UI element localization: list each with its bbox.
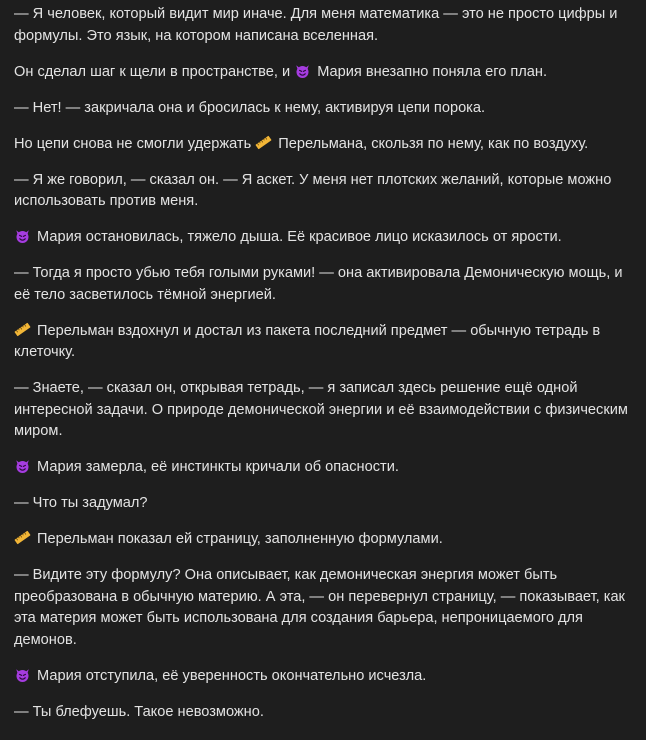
paragraph-1	[14, 4, 632, 47]
paragraph-text: — Я человек, который видит мир иначе. Для меня математика — это не просто цифры и формулы. Это язык, на котором написана вселенная.	[14, 6, 618, 44]
paragraph-10	[14, 457, 632, 479]
paragraph-3	[14, 98, 632, 120]
ruler-icon	[14, 529, 31, 546]
smiling-devil-icon	[14, 457, 31, 474]
paragraph-12	[14, 529, 632, 551]
paragraph-14	[14, 666, 632, 688]
paragraph-9	[14, 378, 632, 443]
ruler-icon	[255, 134, 272, 151]
paragraph-text: Но цепи снова не смогли удержать	[14, 135, 256, 152]
paragraph-text: Мария внезапно поняла его план.	[313, 63, 548, 80]
paragraph-text: Он сделал шаг к щели в пространстве, и	[14, 63, 295, 80]
paragraph-text: Перельман показал ей страницу, заполненную формулами.	[33, 531, 443, 547]
paragraph-text: — Видите эту формулу? Она описывает, как демоническая энергия может быть преобразована в обычную материю. А эта, — он перевернул страницу, — показывает, как эта материя может быть использована для создания барьера, непроницаемого для демонов.	[14, 567, 625, 648]
paragraph-text: Перельман вздохнул и достал из пакета последний предмет — обычную тетрадь в клеточку.	[14, 322, 601, 360]
paragraph-4	[14, 134, 632, 156]
ruler-icon	[14, 321, 31, 338]
paragraph-13	[14, 565, 632, 651]
smiling-devil-icon	[294, 62, 311, 79]
paragraph-5	[14, 170, 632, 213]
paragraph-2	[14, 62, 632, 84]
paragraph-15	[14, 702, 632, 724]
paragraph-text: Перельмана, скользя по нему, как по воздуху.	[274, 135, 589, 152]
paragraph-text: — Я же говорил, — сказал он. — Я аскет. У меня нет плотских желаний, которые можно использовать против меня.	[14, 171, 612, 209]
paragraph-7	[14, 263, 632, 306]
paragraph-11	[14, 493, 632, 515]
paragraph-text: — Ты блефуешь. Такое невозможно.	[14, 703, 264, 720]
paragraph-6	[14, 227, 632, 249]
paragraph-text: — Знаете, — сказал он, открывая тетрадь, — я записал здесь решение ещё одной интересной задачи. О природе демонической энергии и её взаимодействии с физическим миром.	[14, 380, 628, 439]
smiling-devil-icon	[14, 666, 31, 683]
paragraph-text: — Тогда я просто убью тебя голыми руками! — она активировала Демоническую мощь, и её тело засветилось тёмной энергией.	[14, 265, 623, 303]
paragraph-text: — Что ты задумал?	[14, 495, 148, 511]
smiling-devil-icon	[14, 227, 31, 244]
paragraph-8	[14, 321, 632, 364]
paragraph-text: Мария замерла, её инстинкты кричали об опасности.	[33, 459, 399, 475]
paragraph-text: Мария отступила, её уверенность окончательно исчезла.	[33, 667, 427, 684]
paragraph-text: Мария остановилась, тяжело дыша. Её красивое лицо исказилось от ярости.	[33, 229, 562, 245]
paragraph-text: — Нет! — закричала она и бросилась к нему, активируя цепи порока.	[14, 99, 486, 116]
